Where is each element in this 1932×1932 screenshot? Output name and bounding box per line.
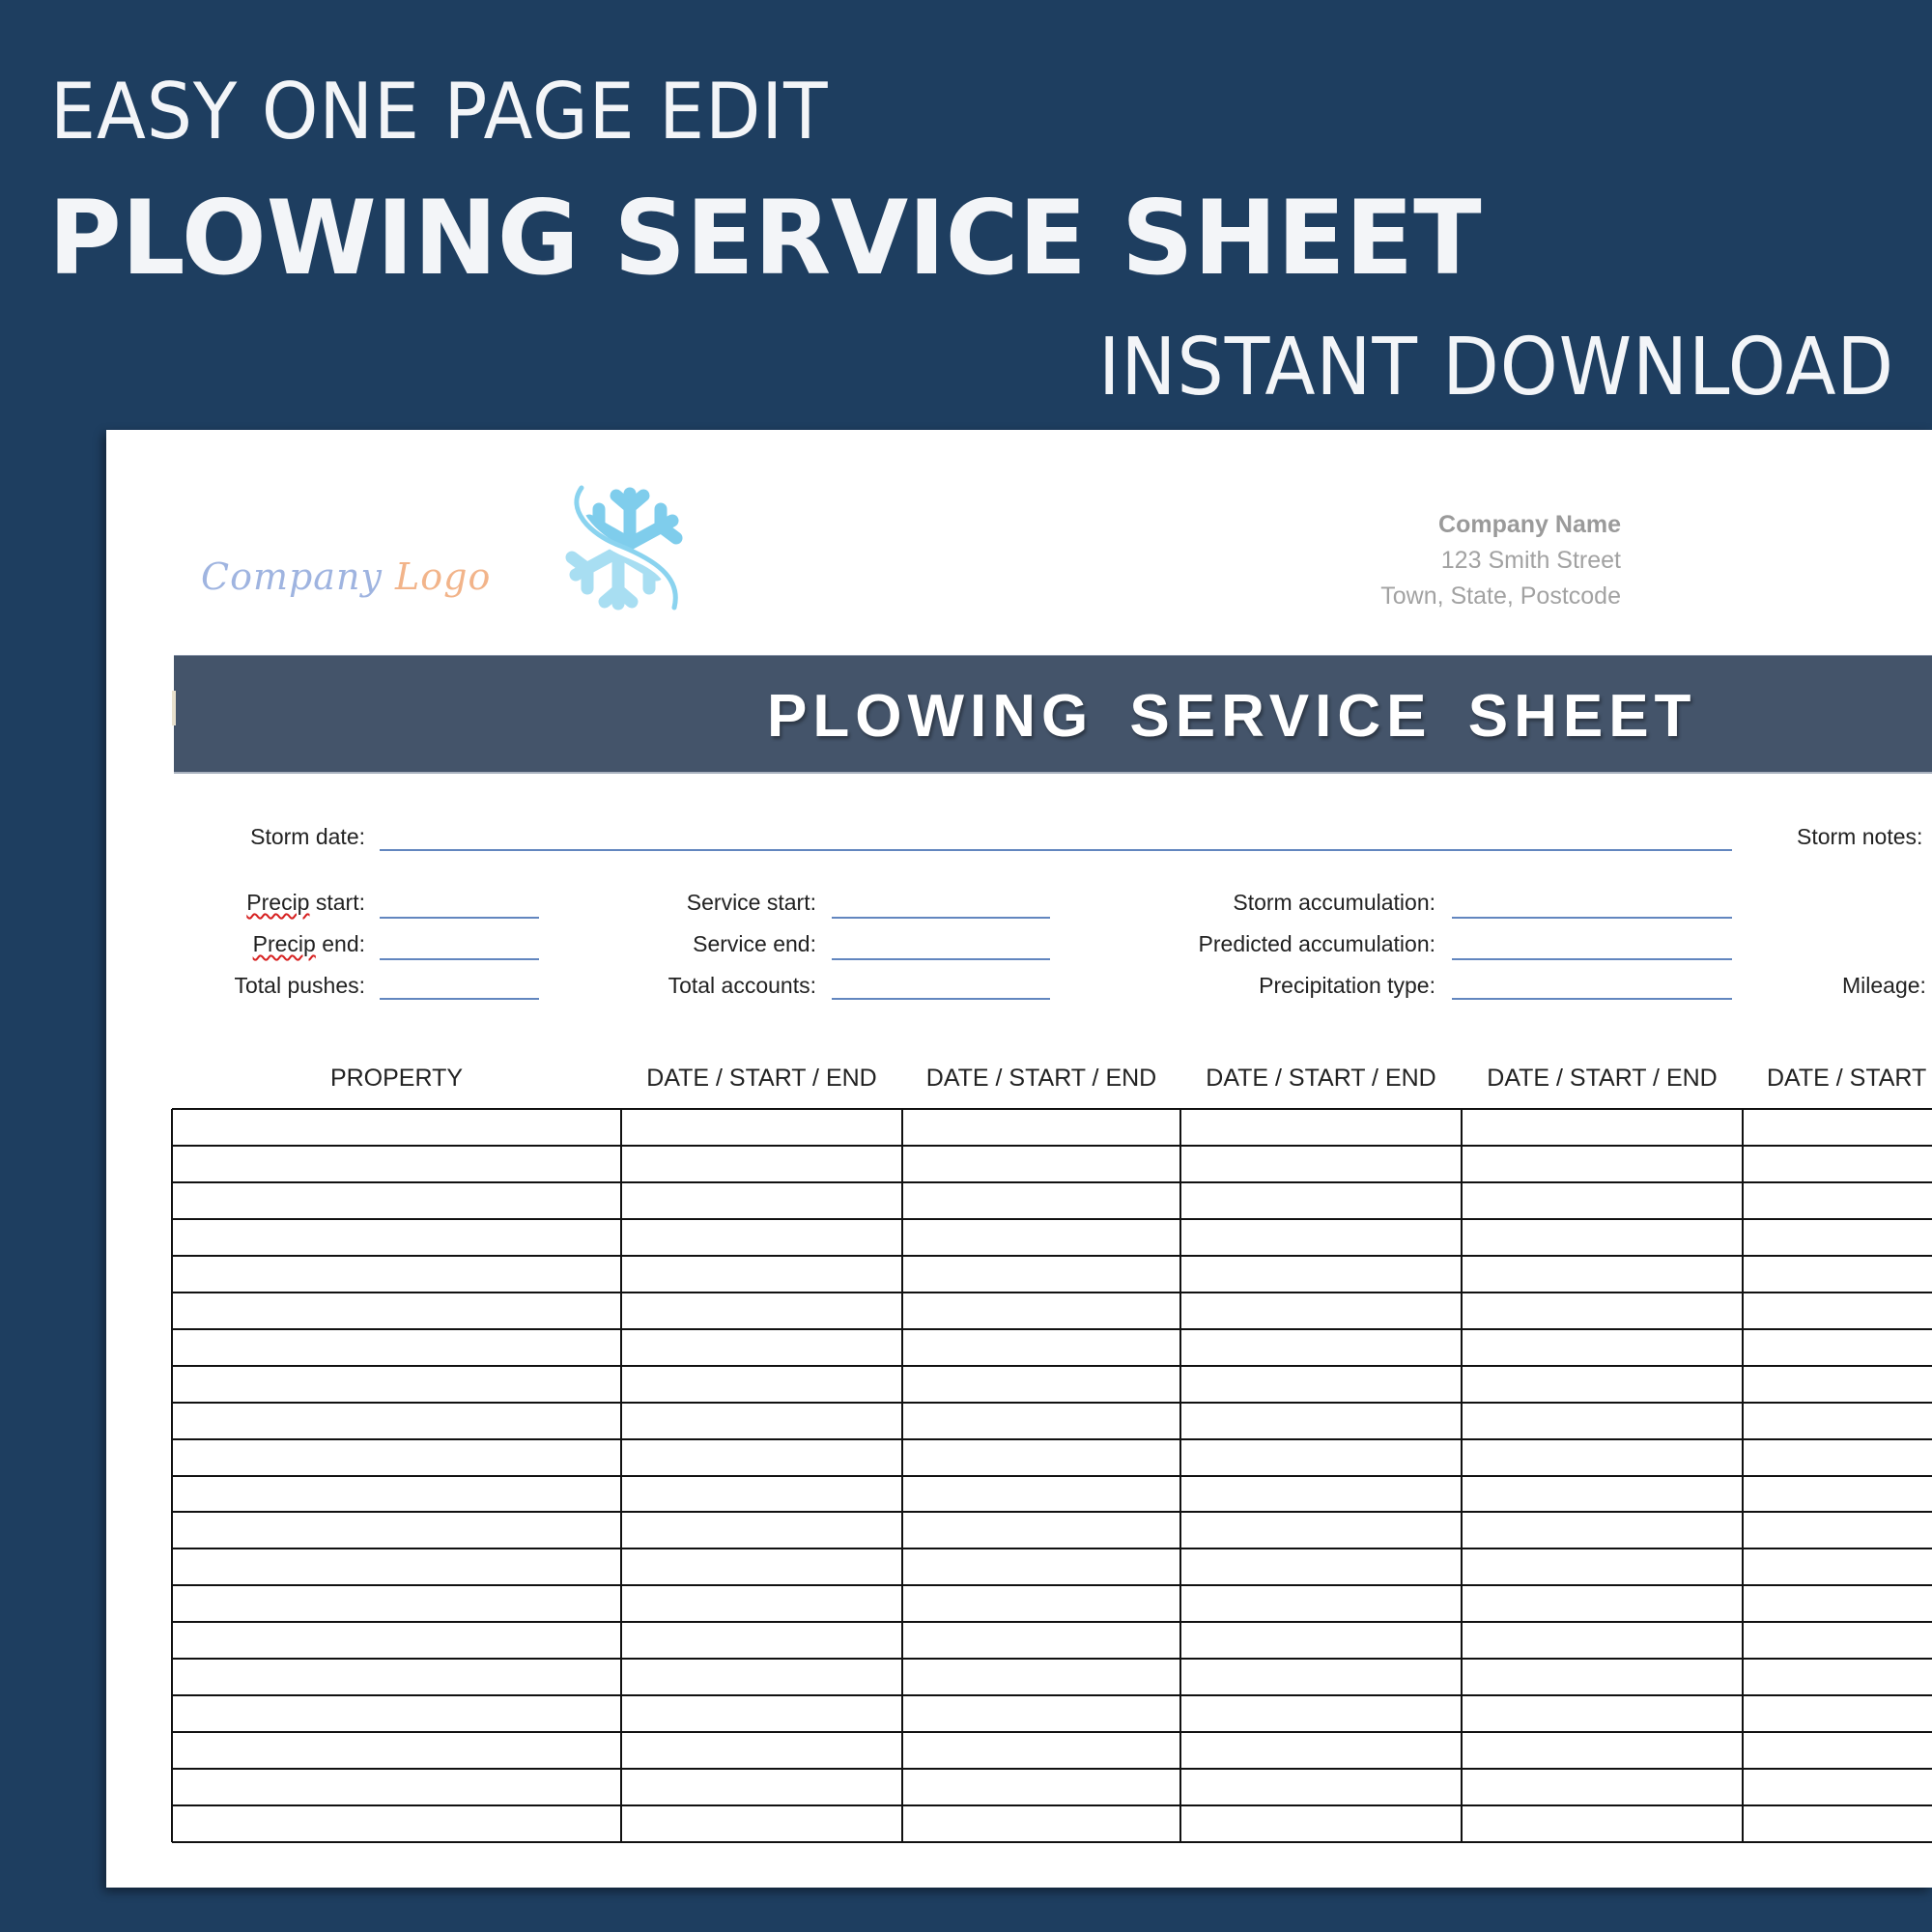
table-column-border — [1179, 1109, 1181, 1842]
service-start-field[interactable] — [832, 917, 1050, 919]
property-cell[interactable] — [173, 1257, 620, 1292]
date-start-end-cell[interactable] — [1744, 1220, 1931, 1255]
property-cell[interactable] — [173, 1806, 620, 1841]
date-start-end-cell[interactable] — [903, 1770, 1179, 1804]
date-start-end-cell[interactable] — [903, 1293, 1179, 1328]
date-start-end-cell[interactable] — [1181, 1586, 1461, 1621]
date-start-end-cell[interactable] — [1463, 1477, 1742, 1512]
table-column-border — [171, 1109, 173, 1842]
date-start-end-cell[interactable] — [622, 1513, 901, 1548]
date-start-end-cell[interactable] — [1463, 1367, 1742, 1402]
date-start-end-cell[interactable] — [1463, 1733, 1742, 1768]
date-start-end-cell[interactable] — [622, 1477, 901, 1512]
property-cell[interactable] — [173, 1367, 620, 1402]
date-start-end-cell[interactable] — [1181, 1477, 1461, 1512]
date-start-end-cell[interactable] — [1181, 1770, 1461, 1804]
property-cell[interactable] — [173, 1586, 620, 1621]
company-city-line: Town, State, Postcode — [1380, 582, 1621, 610]
date-start-end-cell[interactable] — [1181, 1147, 1461, 1181]
date-start-end-cell[interactable] — [1744, 1257, 1931, 1292]
total-accounts-label: Total accounts: — [668, 973, 816, 998]
service-end-field[interactable] — [832, 958, 1050, 960]
date-start-end-cell[interactable] — [622, 1183, 901, 1218]
date-start-end-cell[interactable] — [1744, 1330, 1931, 1365]
date-start-end-cell[interactable] — [622, 1440, 901, 1475]
property-cell[interactable] — [173, 1147, 620, 1181]
date-start-end-cell[interactable] — [903, 1110, 1179, 1145]
date-start-end-cell[interactable] — [1744, 1770, 1931, 1804]
table-column-border — [901, 1109, 903, 1842]
date-start-end-cell[interactable] — [622, 1733, 901, 1768]
label-text: start: — [309, 890, 365, 915]
date-start-end-cell[interactable] — [1463, 1440, 1742, 1475]
date-start-end-cell[interactable] — [903, 1257, 1179, 1292]
table-row-border — [172, 1841, 1932, 1843]
property-cell[interactable] — [173, 1220, 620, 1255]
property-cell[interactable] — [173, 1110, 620, 1145]
date-start-end-cell[interactable] — [1744, 1293, 1931, 1328]
property-cell[interactable] — [173, 1696, 620, 1731]
date-start-end-cell[interactable] — [622, 1696, 901, 1731]
date-start-end-cell[interactable] — [622, 1293, 901, 1328]
date-start-end-cell[interactable] — [903, 1623, 1179, 1658]
table-column-border — [1742, 1109, 1744, 1842]
column-header-date-4: DATE / START / END — [1487, 1065, 1718, 1092]
date-start-end-cell[interactable] — [1463, 1660, 1742, 1694]
date-start-end-cell[interactable] — [1744, 1183, 1931, 1218]
date-start-end-cell[interactable] — [903, 1586, 1179, 1621]
date-start-end-cell[interactable] — [622, 1147, 901, 1181]
company-address-block — [1072, 507, 1621, 614]
total-pushes-label: Total pushes: — [234, 973, 365, 998]
table-column-border — [620, 1109, 622, 1842]
snowflake-icon — [560, 484, 686, 613]
date-start-end-cell[interactable] — [1181, 1623, 1461, 1658]
table-column-border — [1461, 1109, 1463, 1842]
date-start-end-cell[interactable] — [903, 1733, 1179, 1768]
date-start-end-cell[interactable] — [1463, 1404, 1742, 1438]
date-start-end-cell[interactable] — [1181, 1367, 1461, 1402]
date-start-end-cell[interactable] — [1744, 1623, 1931, 1658]
precipitation-type-label: Precipitation type: — [1259, 973, 1435, 998]
date-start-end-cell[interactable] — [1744, 1806, 1931, 1841]
date-start-end-cell[interactable] — [1181, 1257, 1461, 1292]
date-start-end-cell[interactable] — [903, 1404, 1179, 1438]
date-start-end-cell[interactable] — [1744, 1404, 1931, 1438]
document-page — [106, 430, 1932, 1888]
date-start-end-cell[interactable] — [1181, 1440, 1461, 1475]
service-table — [172, 1109, 1932, 1842]
column-header-date-1: DATE / START / END — [646, 1065, 877, 1092]
date-start-end-cell[interactable] — [1463, 1257, 1742, 1292]
date-start-end-cell[interactable] — [1181, 1733, 1461, 1768]
date-start-end-cell[interactable] — [1463, 1330, 1742, 1365]
date-start-end-cell[interactable] — [622, 1257, 901, 1292]
promo-title: PLOWING SERVICE SHEET — [48, 179, 1482, 298]
banner-title: PLOWING SERVICE SHEET — [767, 683, 1697, 750]
date-start-end-cell[interactable] — [1744, 1513, 1931, 1548]
promo-instant-download: INSTANT DOWNLOAD — [1098, 322, 1895, 413]
property-cell[interactable] — [173, 1440, 620, 1475]
property-cell[interactable] — [173, 1404, 620, 1438]
date-start-end-cell[interactable] — [1463, 1549, 1742, 1584]
logo-text-logo: Logo — [395, 555, 492, 598]
service-start-label: Service start: — [686, 890, 816, 915]
date-start-end-cell[interactable] — [1181, 1806, 1461, 1841]
date-start-end-cell[interactable] — [1463, 1293, 1742, 1328]
date-start-end-cell[interactable] — [622, 1549, 901, 1584]
date-start-end-cell[interactable] — [622, 1623, 901, 1658]
property-cell[interactable] — [173, 1183, 620, 1218]
date-start-end-cell[interactable] — [1181, 1549, 1461, 1584]
date-start-end-cell[interactable] — [622, 1806, 901, 1841]
date-start-end-cell[interactable] — [1463, 1806, 1742, 1841]
date-start-end-cell[interactable] — [903, 1549, 1179, 1584]
column-header-date-5: DATE / START — [1767, 1065, 1927, 1092]
storm-date-label: Storm date: — [250, 824, 365, 849]
date-start-end-cell[interactable] — [1463, 1770, 1742, 1804]
date-start-end-cell[interactable] — [622, 1220, 901, 1255]
property-cell[interactable] — [173, 1770, 620, 1804]
date-start-end-cell[interactable] — [903, 1183, 1179, 1218]
date-start-end-cell[interactable] — [622, 1330, 901, 1365]
logo-text-company: Company — [201, 555, 383, 598]
precipitation-type-field[interactable] — [1452, 998, 1732, 1000]
date-start-end-cell[interactable] — [622, 1586, 901, 1621]
total-accounts-field[interactable] — [832, 998, 1050, 1000]
date-start-end-cell[interactable] — [903, 1367, 1179, 1402]
date-start-end-cell[interactable] — [1181, 1220, 1461, 1255]
date-start-end-cell[interactable] — [1744, 1696, 1931, 1731]
date-start-end-cell[interactable] — [1181, 1696, 1461, 1731]
date-start-end-cell[interactable] — [1744, 1660, 1931, 1694]
date-start-end-cell[interactable] — [1744, 1586, 1931, 1621]
date-start-end-cell[interactable] — [1744, 1147, 1931, 1181]
property-cell[interactable] — [173, 1293, 620, 1328]
date-start-end-cell[interactable] — [903, 1660, 1179, 1694]
spellcheck-word: Precip — [252, 931, 316, 956]
storm-date-field[interactable] — [380, 849, 1732, 851]
property-cell[interactable] — [173, 1549, 620, 1584]
property-cell[interactable] — [173, 1513, 620, 1548]
column-header-property: PROPERTY — [329, 1065, 464, 1092]
company-name: Company Name — [1438, 511, 1621, 538]
precip-end-label — [106, 931, 365, 956]
predicted-accumulation-label: Predicted accumulation: — [1198, 931, 1435, 956]
date-start-end-cell[interactable] — [903, 1806, 1179, 1841]
date-start-end-cell[interactable] — [1181, 1183, 1461, 1218]
date-start-end-cell[interactable] — [622, 1110, 901, 1145]
date-start-end-cell[interactable] — [1463, 1586, 1742, 1621]
date-start-end-cell[interactable] — [1744, 1367, 1931, 1402]
date-start-end-cell[interactable] — [1744, 1733, 1931, 1768]
date-start-end-cell[interactable] — [1744, 1440, 1931, 1475]
total-pushes-field[interactable] — [380, 998, 539, 1000]
date-start-end-cell[interactable] — [1181, 1293, 1461, 1328]
date-start-end-cell[interactable] — [903, 1440, 1179, 1475]
precip-start-field[interactable] — [380, 917, 539, 919]
company-street: 123 Smith Street — [1440, 547, 1621, 574]
property-cell[interactable] — [173, 1330, 620, 1365]
date-start-end-cell[interactable] — [1463, 1513, 1742, 1548]
date-start-end-cell[interactable] — [1463, 1110, 1742, 1145]
date-start-end-cell[interactable] — [622, 1404, 901, 1438]
property-cell[interactable] — [173, 1623, 620, 1658]
date-start-end-cell[interactable] — [1463, 1623, 1742, 1658]
date-start-end-cell[interactable] — [622, 1660, 901, 1694]
date-start-end-cell[interactable] — [1463, 1696, 1742, 1731]
precip-start-label — [106, 890, 365, 915]
mileage-label: Mileage: — [1842, 973, 1926, 998]
property-cell[interactable] — [173, 1477, 620, 1512]
date-start-end-cell[interactable] — [1463, 1183, 1742, 1218]
date-start-end-cell[interactable] — [903, 1330, 1179, 1365]
date-start-end-cell[interactable] — [903, 1696, 1179, 1731]
precip-end-field[interactable] — [380, 958, 539, 960]
property-cell[interactable] — [173, 1733, 620, 1768]
date-start-end-cell[interactable] — [1181, 1404, 1461, 1438]
storm-accumulation-field[interactable] — [1452, 917, 1732, 919]
property-cell[interactable] — [173, 1660, 620, 1694]
date-start-end-cell[interactable] — [1744, 1477, 1931, 1512]
date-start-end-cell[interactable] — [1744, 1549, 1931, 1584]
date-start-end-cell[interactable] — [1181, 1330, 1461, 1365]
date-start-end-cell[interactable] — [1181, 1660, 1461, 1694]
date-start-end-cell[interactable] — [622, 1367, 901, 1402]
service-end-label: Service end: — [693, 931, 816, 956]
column-header-date-3: DATE / START / END — [1206, 1065, 1436, 1092]
date-start-end-cell[interactable] — [1463, 1147, 1742, 1181]
predicted-accumulation-field[interactable] — [1452, 958, 1732, 960]
date-start-end-cell[interactable] — [1181, 1110, 1461, 1145]
date-start-end-cell[interactable] — [1463, 1220, 1742, 1255]
date-start-end-cell[interactable] — [903, 1147, 1179, 1181]
storm-accumulation-label: Storm accumulation: — [1233, 890, 1435, 915]
column-header-date-2: DATE / START / END — [925, 1065, 1157, 1092]
date-start-end-cell[interactable] — [1181, 1513, 1461, 1548]
date-start-end-cell[interactable] — [903, 1220, 1179, 1255]
label-text: end: — [315, 931, 365, 956]
text-cursor-marker — [172, 691, 176, 725]
date-start-end-cell[interactable] — [1744, 1110, 1931, 1145]
date-start-end-cell[interactable] — [622, 1770, 901, 1804]
date-start-end-cell[interactable] — [903, 1477, 1179, 1512]
promo-subtitle: EASY ONE PAGE EDIT — [50, 67, 829, 156]
date-start-end-cell[interactable] — [903, 1513, 1179, 1548]
spellcheck-word: Precip — [246, 890, 310, 915]
company-logo-text — [201, 555, 491, 598]
storm-notes-label: Storm notes: — [1797, 824, 1923, 849]
